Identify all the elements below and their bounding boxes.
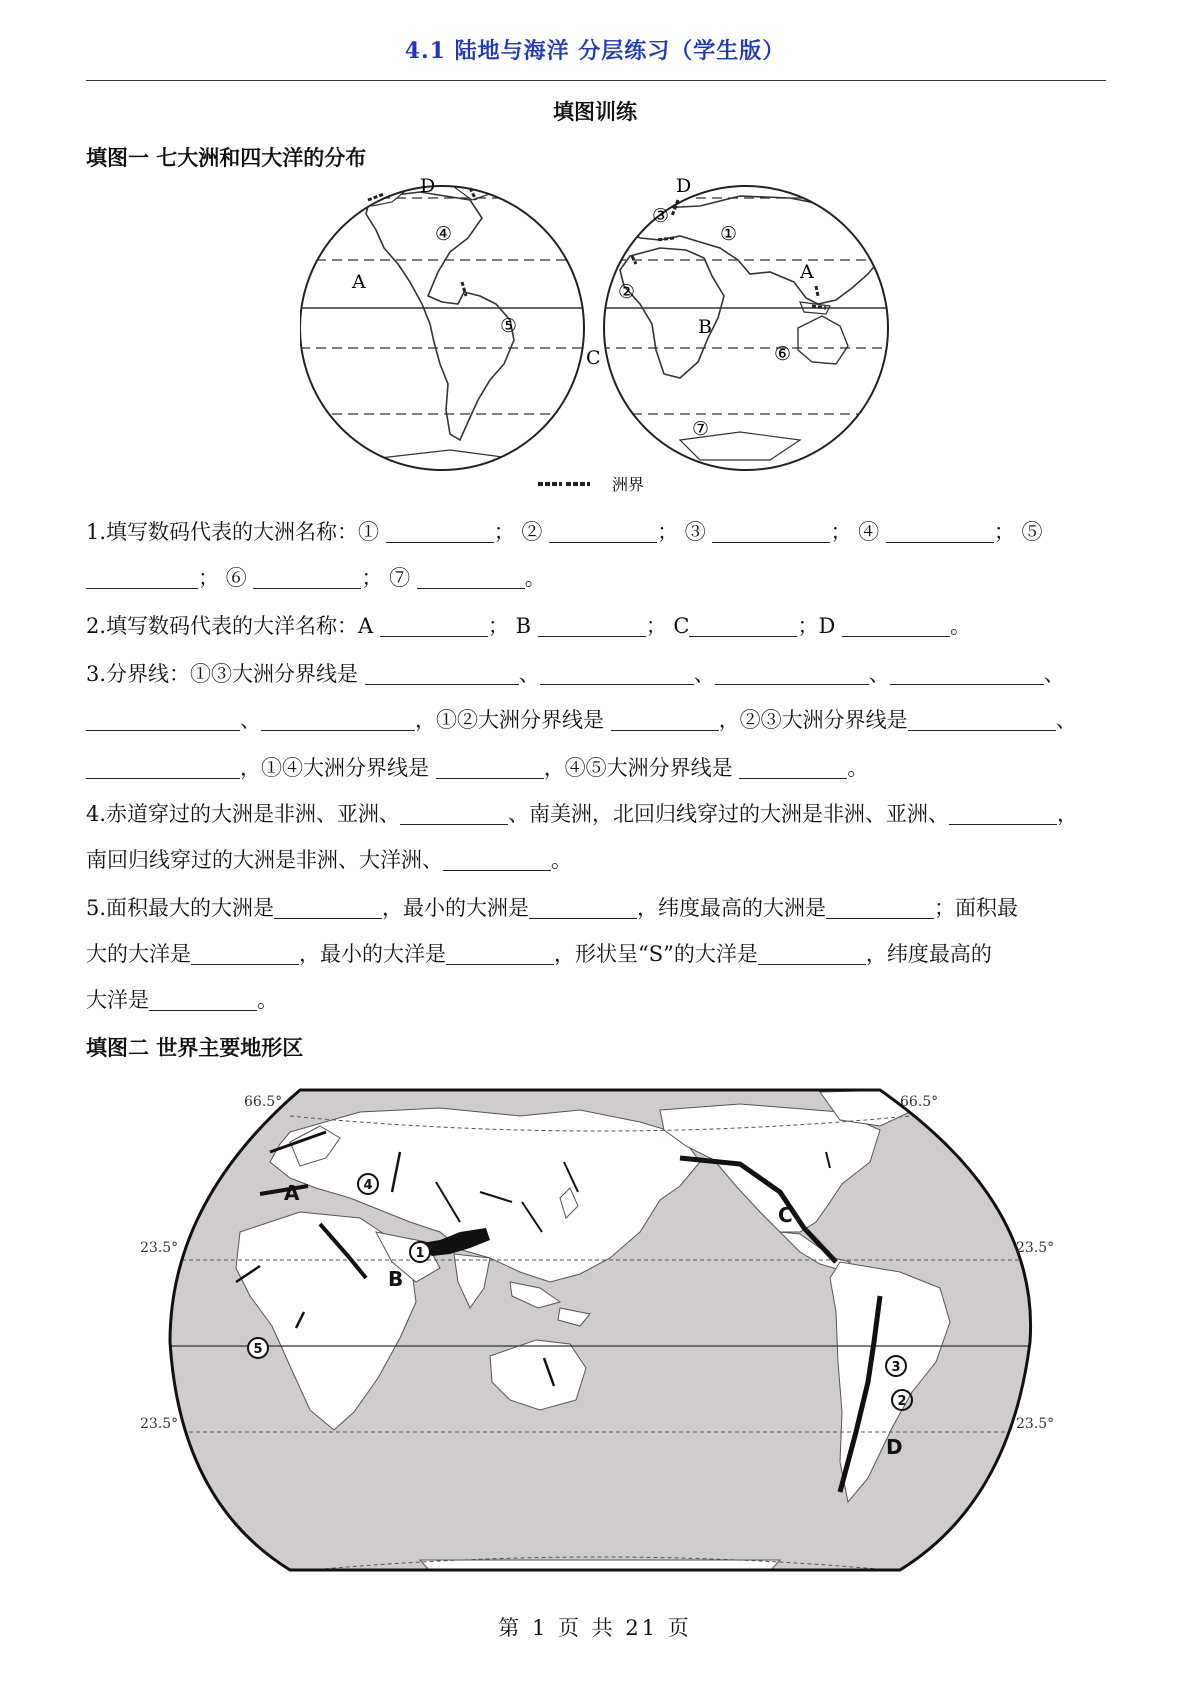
svg-text:2: 2 — [897, 1394, 907, 1409]
answer-blank[interactable] — [949, 804, 1057, 825]
map2-title: 填图二 世界主要地形区 — [86, 1035, 304, 1060]
answer-blank[interactable] — [715, 664, 869, 685]
answer-blank[interactable] — [886, 522, 994, 543]
answer-blank[interactable] — [436, 758, 544, 779]
label-continent-2: ② — [618, 281, 636, 303]
answer-blank[interactable] — [86, 710, 240, 731]
answer-blank[interactable] — [86, 568, 198, 589]
label-continent-5: ⑤ — [500, 315, 518, 337]
question-3-line3: ，①④大洲分界线是 ，④⑤大洲分界线是 。 — [86, 756, 868, 780]
label-continent-6: ⑥ — [774, 343, 792, 365]
answer-blank[interactable] — [826, 898, 934, 919]
lat-label: 23.5° — [1016, 1240, 1055, 1256]
landform-letter-A: A — [284, 1181, 300, 1205]
label-ocean-C: C — [586, 347, 601, 369]
answer-blank[interactable] — [739, 758, 847, 779]
answer-blank[interactable] — [274, 898, 382, 919]
answer-blank[interactable] — [86, 758, 240, 779]
answer-blank[interactable] — [538, 616, 646, 637]
answer-blank[interactable] — [191, 944, 299, 965]
question-1-line2: ； ⑥ ； ⑦ 。 — [86, 566, 546, 590]
answer-blank[interactable] — [611, 710, 719, 731]
hemisphere-map — [300, 178, 900, 498]
label-continent-4: ④ — [435, 223, 453, 245]
lat-label: 66.5° — [244, 1094, 283, 1110]
answer-blank[interactable] — [842, 616, 950, 637]
label-ocean-A-right: A — [800, 261, 814, 283]
answer-blank[interactable] — [540, 664, 694, 685]
question-5-line2: 大的大洋是 ，最小的大洋是 ，形状呈“S”的大洋是 ，纬度最高的 — [86, 942, 992, 966]
legend — [538, 475, 644, 494]
question-5-line3: 大洋是 。 — [86, 988, 278, 1012]
answer-blank[interactable] — [890, 664, 1044, 685]
answer-blank[interactable] — [549, 522, 657, 543]
answer-blank[interactable] — [380, 616, 488, 637]
label-continent-7: ⑦ — [692, 418, 710, 440]
lat-label: 23.5° — [140, 1416, 179, 1432]
svg-text:5: 5 — [253, 1342, 263, 1357]
svg-text:1: 1 — [415, 1246, 425, 1261]
question-4-line1: 4.赤道穿过的大洲是非洲、亚洲、 、南美洲，北回归线穿过的大洲是非洲、亚洲、 ， — [86, 802, 1079, 826]
page-number: 第 1 页 共 21 页 — [498, 1616, 692, 1640]
question-1-line1: 1.填写数码代表的大洲名称：① ； ② ； ③ ； ④ ； ⑤ — [86, 520, 1043, 544]
answer-blank[interactable] — [712, 522, 830, 543]
eastern-hemisphere — [600, 186, 900, 470]
label-ocean-B: B — [698, 316, 712, 338]
header-divider — [86, 80, 1106, 81]
landform-letter-C: C — [778, 1203, 793, 1227]
svg-text:3: 3 — [891, 1360, 901, 1375]
landform-letter-B: B — [388, 1267, 404, 1291]
lat-label: 66.5° — [900, 1094, 939, 1110]
question-2: 2.填写数码代表的大洋名称：A ； B ； C ；D 。 — [86, 614, 972, 638]
answer-blank[interactable] — [261, 710, 415, 731]
answer-blank[interactable] — [689, 616, 797, 637]
document-title: 4.1 陆地与海洋 分层练习（学生版） — [404, 38, 786, 64]
answer-blank[interactable] — [386, 522, 494, 543]
answer-blank[interactable] — [446, 944, 554, 965]
landform-letter-D: D — [886, 1435, 903, 1459]
label-continent-1: ① — [720, 223, 738, 245]
label-continent-3: ③ — [652, 205, 670, 227]
question-3-line1: 3.分界线：①③大洲分界线是 、 、 、 、 — [86, 662, 1065, 686]
landform-number-1 — [410, 1242, 430, 1262]
lat-label: 23.5° — [140, 1240, 179, 1256]
legend-label: 洲界 — [612, 475, 645, 494]
lat-label: 23.5° — [1016, 1416, 1055, 1432]
world-landform-map — [140, 1082, 1060, 1582]
question-3-line2: 、 ，①②大洲分界线是 ，②③大洲分界线是 、 — [86, 708, 1077, 732]
label-ocean-D-left: D — [420, 178, 436, 197]
answer-blank[interactable] — [529, 898, 637, 919]
answer-blank[interactable] — [400, 804, 508, 825]
answer-blank[interactable] — [417, 568, 525, 589]
svg-text:4: 4 — [363, 1178, 373, 1193]
question-5-line1: 5.面积最大的大洲是 ，最小的大洲是 ，纬度最高的大洲是 ；面积最 — [86, 896, 1019, 920]
label-ocean-D-right: D — [676, 178, 692, 197]
label-ocean-A-left: A — [352, 271, 366, 293]
answer-blank[interactable] — [149, 990, 257, 1011]
answer-blank[interactable] — [443, 850, 551, 871]
question-4-line2: 南回归线穿过的大洲是非洲、大洋洲、 。 — [86, 848, 572, 872]
landform-number-5 — [248, 1338, 268, 1358]
map1-title: 填图一 七大洲和四大洋的分布 — [86, 145, 367, 170]
section-title: 填图训练 — [553, 99, 637, 124]
answer-blank[interactable] — [253, 568, 361, 589]
answer-blank[interactable] — [365, 664, 519, 685]
answer-blank[interactable] — [908, 710, 1056, 731]
answer-blank[interactable] — [758, 944, 866, 965]
